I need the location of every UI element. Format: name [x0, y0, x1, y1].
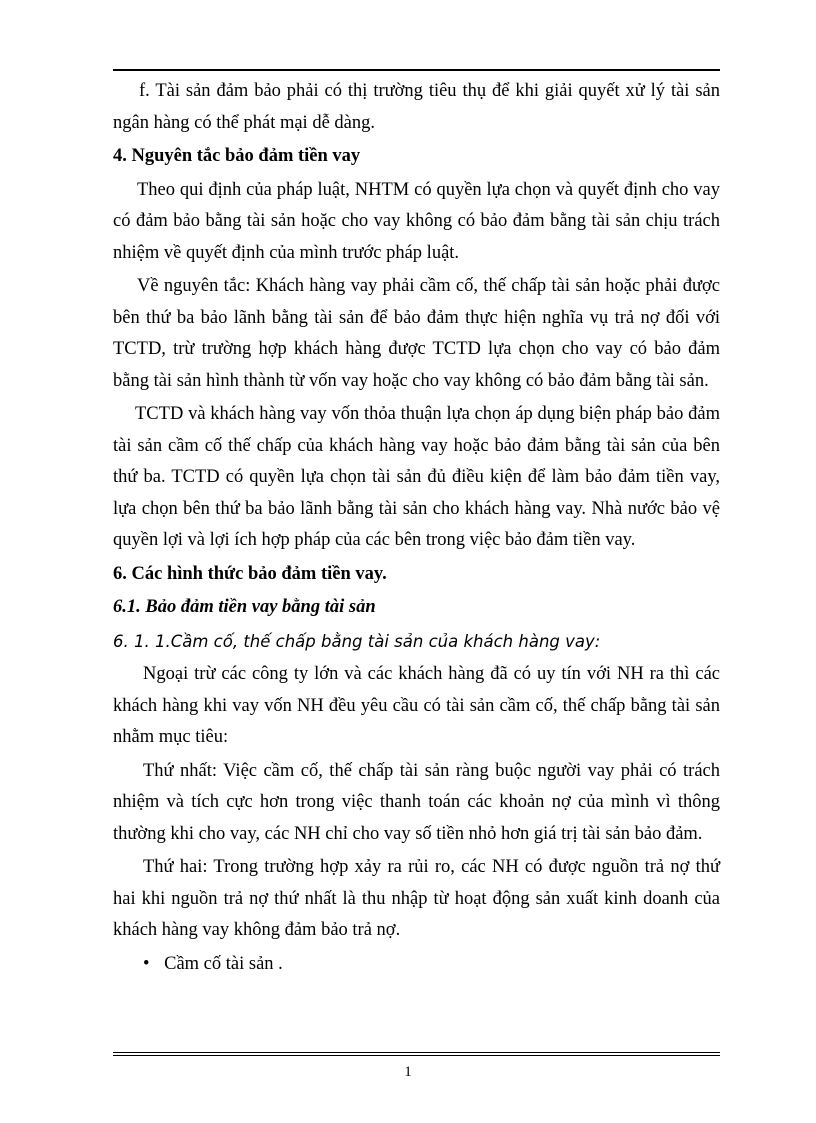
paragraph-principle: Về nguyên tắc: Khách hàng vay phải cầm cố, thế chấp tài sản hoặc phải được bên thứ ba bảo lãnh bằng tài sản để bảo đảm thực hiện nghĩa vụ trả nợ đối với TCTD, trừ trường hợp khách hàng được TCTD lựa chọn cho vay có bảo đảm bằng tài sản hình thành từ vốn vay hoặc cho vay không có bảo đảm bằng tài sản.: [113, 276, 720, 391]
paragraph-legal: Theo qui định của pháp luật, NHTM có quyền lựa chọn và quyết định cho vay có đảm bảo bằng tài sản hoặc cho vay không có bảo đảm bằng tài sản chịu trách nhiệm về quyết định của mình trước pháp luật.: [113, 179, 720, 263]
heading-6: 6. Các hình thức bảo đảm tiền vay.: [113, 563, 387, 584]
paragraph-agreement: TCTD và khách hàng vay vốn thỏa thuận lựa chọn áp dụng biện pháp bảo đảm tài sản cầm cố thế chấp của khách hàng vay hoặc bảo đảm bằng tài sản của bên thứ ba. TCTD có quyền lựa chọn tài sản đủ điều kiện để làm bảo đảm tiền vay, lựa chọn bên thứ ba bảo lãnh bằng tài sản cho khách hàng vay. Nhà nước bảo vệ quyền lợi và lợi ích hợp pháp của các bên trong việc bảo đảm tiền vay.: [113, 404, 720, 550]
heading-4: 4. Nguyên tắc bảo đảm tiền vay: [113, 146, 361, 166]
paragraph-first: Thứ nhất: Việc cầm cố, thế chấp tài sản ràng buộc người vay phải có trách nhiệm và tích cực hơn trong việc thanh toán các khoản nợ của mình vì thông thường khi cho vay, các NH chỉ cho vay số tiền nhỏ hơn giá trị tài sản bảo đảm.: [113, 760, 720, 844]
paragraph-f: f. Tài sản đảm bảo phải có thị trường tiêu thụ để khi giải quyết xử lý tài sản ngân hàng có thể phát mại dễ dàng.: [113, 81, 720, 133]
bullet-icon: •: [143, 953, 150, 974]
heading-6-1: 6.1. Bảo đảm tiền vay bằng tài sản: [113, 597, 376, 617]
footer-rule-1: [113, 1052, 720, 1053]
heading-6-1-1: 6. 1. 1.Cầm cố, thế chấp bằng tài sản của khách hàng vay:: [113, 631, 601, 651]
footer-rule-2: [113, 1055, 720, 1056]
page-number: 1: [404, 1064, 412, 1080]
header-rule: [113, 69, 720, 71]
paragraph-collateral: Ngoại trừ các công ty lớn và các khách hàng đã có uy tín với NH ra thì các khách hàng khi vay vốn NH đều yêu cầu có tài sản cầm cố, thế chấp bằng tài sản nhằm mục tiêu:: [113, 664, 720, 747]
bullet-text: Cầm cố tài sản .: [164, 953, 283, 974]
paragraph-second: Thứ hai: Trong trường hợp xảy ra rủi ro, các NH có được nguồn trả nợ thứ hai khi nguồn trả nợ thứ nhất là thu nhập từ hoạt động sản xuất kinh doanh của khách hàng vay không đảm bảo trả nợ.: [113, 857, 720, 940]
bullet-item: [113, 949, 720, 981]
page-body: [113, 76, 720, 982]
